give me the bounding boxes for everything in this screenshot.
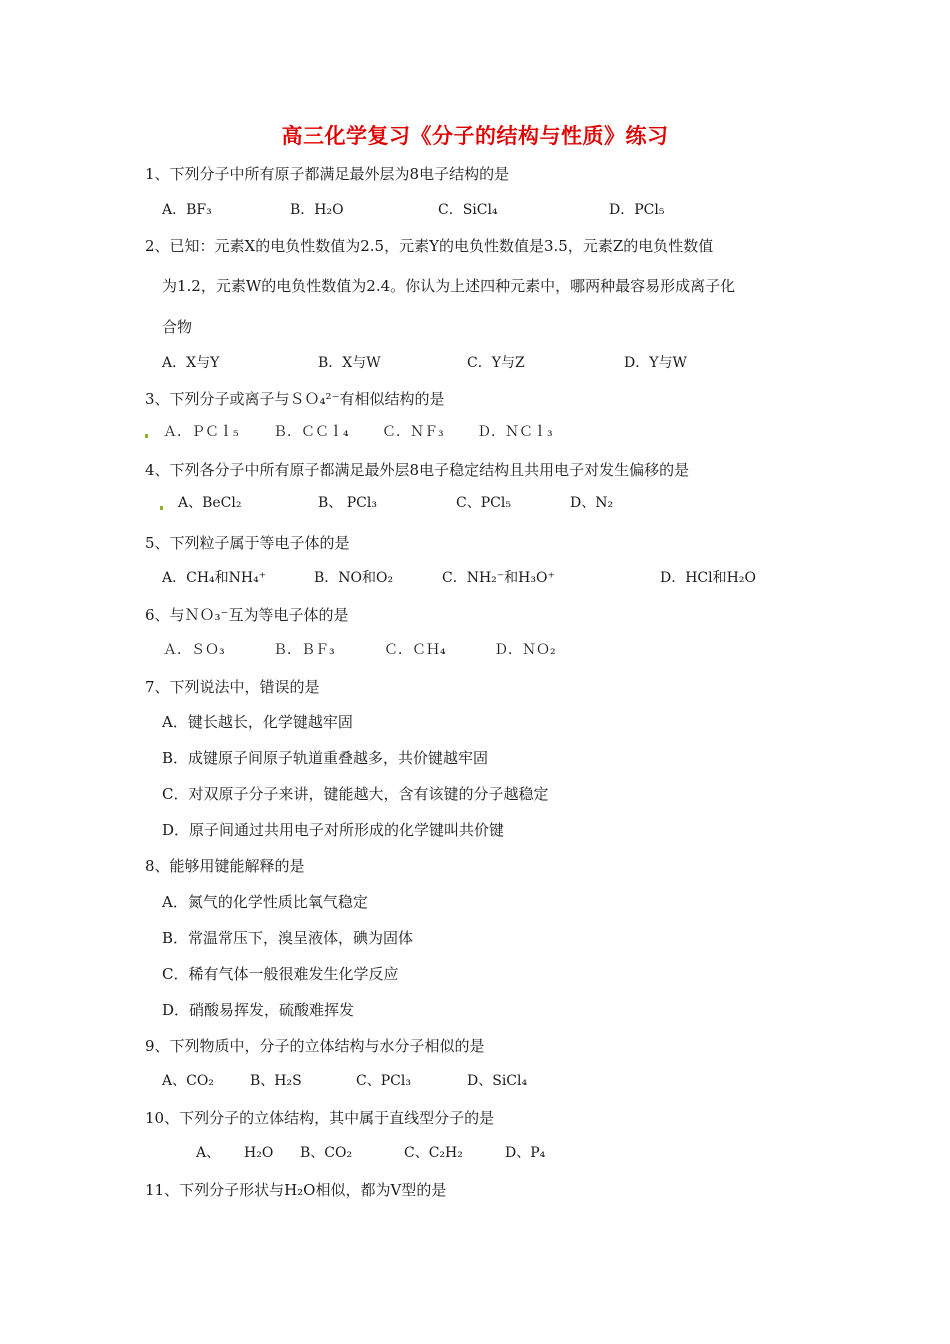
green-mark: [145, 434, 148, 438]
question-6-option-c: Ｃ．ＣＨ₄: [384, 642, 446, 658]
question-6-option-d: Ｄ．ＮＯ₂: [494, 642, 556, 658]
question-5-option-c: C．NH₂⁻和H₃O⁺: [442, 570, 555, 586]
question-11-stem: 11、下列分子形状与H₂O相似，都为V型的是: [145, 1181, 447, 1199]
question-7-option-b: B．成键原子间原子轨道重叠越多，共价键越牢固: [162, 749, 489, 767]
question-8-option-a: A．氮气的化学性质比氧气稳定: [162, 893, 368, 911]
question-8-option-c: C．稀有气体一般很难发生化学反应: [162, 965, 399, 983]
question-4-option-a: A、BeCl₂: [178, 495, 242, 511]
question-10-option-a-label: A、: [196, 1145, 221, 1161]
question-3-option-d: Ｄ．ＮＣｌ₃: [477, 424, 553, 440]
question-4-option-d: D、N₂: [570, 495, 614, 511]
question-10-stem: 10、下列分子的立体结构，其中属于直线型分子的是: [145, 1109, 495, 1127]
question-8-option-d: D．硝酸易挥发，硫酸难挥发: [162, 1001, 355, 1019]
question-1-option-b: B．H₂O: [290, 202, 344, 218]
question-6-stem: 6、与ＮＯ₃⁻互为等电子体的是: [145, 606, 349, 624]
question-2-stem-line-2: 为1.2，元素W的电负性数值为2.4。你认为上述四种元素中，哪两种最容易形成离子化: [162, 277, 736, 295]
green-mark: [160, 506, 163, 510]
question-2-option-c: C．Y与Z: [467, 355, 525, 371]
question-8-option-b: B．常温常压下，溴呈液体，碘为固体: [162, 929, 414, 947]
question-2-option-b: B．X与W: [318, 355, 381, 371]
question-10-option-b: B、CO₂: [300, 1145, 353, 1161]
question-5-option-a: A．CH₄和NH₄⁺: [162, 570, 267, 586]
question-7-option-a: A．键长越长，化学键越牢固: [162, 713, 353, 731]
question-1-stem: 1、下列分子中所有原子都满足最外层为8电子结构的是: [145, 165, 510, 183]
question-3-option-a: Ａ．ＰＣｌ₅: [163, 424, 239, 440]
question-2-stem-line-3: 合物: [162, 318, 193, 336]
question-7-stem: 7、下列说法中，错误的是: [145, 678, 320, 696]
question-3-option-b: Ｂ．ＣＣｌ₄: [273, 424, 349, 440]
question-2-option-d: D．Y与W: [624, 355, 687, 371]
question-3-stem: 3、下列分子或离子与ＳＯ₄²⁻有相似结构的是: [145, 390, 445, 408]
question-10-option-a-value: H₂O: [244, 1145, 274, 1161]
question-9-option-a: A、CO₂: [162, 1073, 214, 1089]
question-5-option-b: B．NO和O₂: [314, 570, 394, 586]
question-3-option-c: Ｃ．ＮＦ₃: [382, 424, 444, 440]
page-title: 高三化学复习《分子的结构与性质》练习: [281, 124, 669, 148]
question-4-option-c: C、PCl₅: [456, 495, 511, 511]
question-9-option-b: B、H₂S: [250, 1073, 302, 1089]
question-6-option-a: Ａ．ＳＯ₃: [163, 642, 225, 658]
question-9-option-d: D、SiCl₄: [467, 1073, 528, 1089]
question-1-option-c: C．SiCl₄: [438, 202, 498, 218]
question-1-option-d: D．PCl₅: [609, 202, 665, 218]
question-9-option-c: C、PCl₃: [356, 1073, 411, 1089]
question-10-option-c: C、C₂H₂: [404, 1145, 463, 1161]
question-5-stem: 5、下列粒子属于等电子体的是: [145, 534, 350, 552]
question-10-option-d: D、P₄: [505, 1145, 546, 1161]
question-4-option-b: B、 PCl₃: [318, 495, 377, 511]
question-1-option-a: A．BF₃: [162, 202, 212, 218]
question-5-option-d: D．HCl和H₂O: [660, 570, 756, 586]
question-8-stem: 8、能够用键能解释的是: [145, 857, 305, 875]
question-7-option-c: C．对双原子分子来讲，键能越大，含有该键的分子越稳定: [162, 785, 549, 803]
question-6-option-b: Ｂ．ＢＦ₃: [273, 642, 335, 658]
question-2-stem-line-1: 2、已知：元素X的电负性数值为2.5，元素Y的电负性数值是3.5，元素Z的电负性数值: [145, 237, 714, 255]
question-7-option-d: D．原子间通过共用电子对所形成的化学键叫共价键: [162, 821, 505, 839]
question-9-stem: 9、下列物质中，分子的立体结构与水分子相似的是: [145, 1037, 485, 1055]
question-2-option-a: A．X与Y: [162, 355, 220, 371]
question-4-stem: 4、下列各分子中所有原子都满足最外层8电子稳定结构且共用电子对发生偏移的是: [145, 461, 690, 479]
